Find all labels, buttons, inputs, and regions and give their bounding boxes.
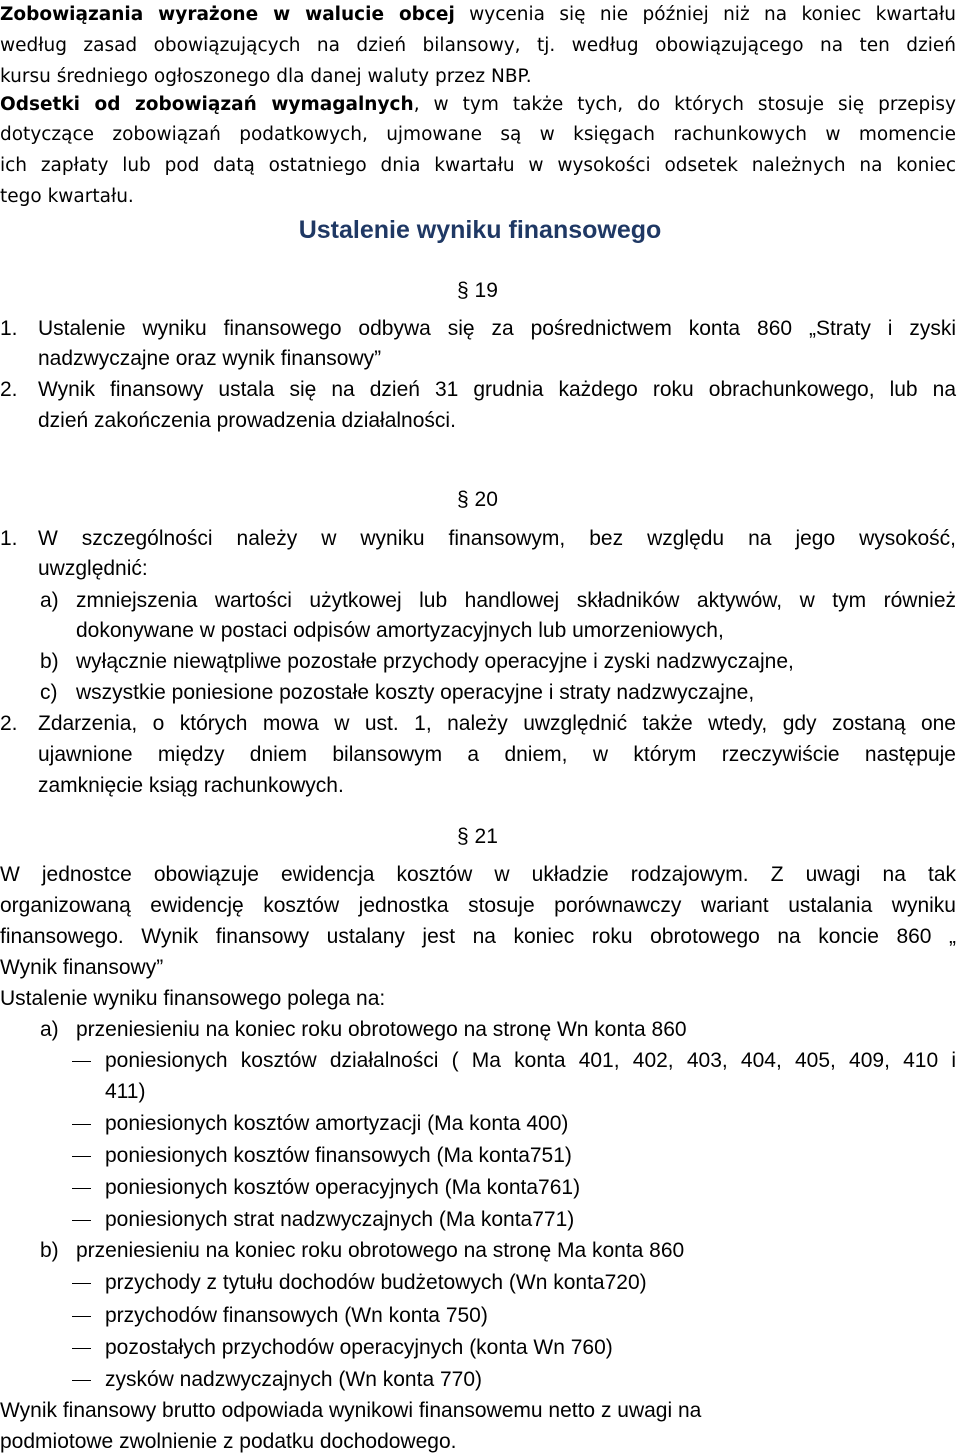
s20-sub-c-line-1: wszystkie poniesione pozostałe koszty operacyjne i straty nadzwyczajne, [76, 681, 755, 704]
footer-line-2: podmiotowe zwolnienie z podatku dochodowego. [0, 1430, 457, 1453]
dash-bullet-icon [72, 1380, 91, 1381]
fx-line-1 [0, 6, 956, 25]
s21-sub-b-text: przeniesieniu na koniec roku obrotowego na stronę Ma konta 860 [76, 1239, 685, 1262]
fx-line-3: kursu średniego ogłoszonego dla danej waluty przez NBP. [0, 66, 532, 87]
s21-sub-a-text: przeniesieniu na koniec roku obrotowego na stronę Wn konta 860 [76, 1018, 687, 1041]
dash-bullet-icon [72, 1316, 91, 1317]
dash-bullet-icon [72, 1061, 91, 1062]
interest-bold-lead: Odsetki od zobowiązań wymagalnych [0, 94, 414, 115]
s21-line-3: finansowego. Wynik finansowy ustalany jest na koniec roku obrotowego na koncie 860 „ [0, 925, 956, 948]
s21-line-4: Wynik finansowy” [0, 956, 164, 979]
s20-item-2-number: 2. [0, 712, 18, 735]
s19-item-1-line-1: Ustalenie wyniku finansowego odbywa się za pośrednictwem konta 860 „Straty i zyski [38, 317, 956, 340]
interest-line-1 [0, 96, 956, 115]
s20-item-1-line-2: uwzględnić: [38, 557, 148, 580]
s21-b-item: przychody z tytułu dochodów budżetowych (Wn konta720) [105, 1271, 647, 1294]
s20-item-2-line-2: ujawnione między dniem bilansowym a dniem, w którym rzeczywiście następuje [38, 743, 956, 766]
s20-sub-a-label: a) [40, 589, 59, 612]
s20-item-1-line-1: W szczególności należy w wyniku finansowym, bez względu na jego wysokość, [38, 527, 956, 550]
s21-a-item: poniesionych kosztów działalności ( Ma konta 401, 402, 403, 404, 405, 409, 410 i [105, 1049, 956, 1072]
s20-item-2-line-1: Zdarzenia, o których mowa w ust. 1, należy uwzględnić także wtedy, gdy zostaną one [38, 712, 956, 735]
s21-line-1: W jednostce obowiązuje ewidencja kosztów w układzie rodzajowym. Z uwagi na tak [0, 863, 956, 886]
section-21-label: § 21 [457, 825, 498, 848]
dash-bullet-icon [72, 1156, 91, 1157]
s21-a-item-continuation: 411) [105, 1080, 146, 1103]
dash-bullet-icon [72, 1188, 91, 1189]
dash-bullet-icon [72, 1283, 91, 1284]
dash-bullet-icon [72, 1124, 91, 1125]
interest-line-2: dotyczące zobowiązań podatkowych, ujmowane są w księgach rachunkowych w momencie [0, 124, 956, 145]
s19-item-2-line-2: dzień zakończenia prowadzenia działalności. [38, 409, 456, 432]
dash-bullet-icon [72, 1348, 91, 1349]
interest-line-3: ich zapłaty lub pod datą ostatniego dnia kwartału w wysokości odsetek należnych na koniec [0, 155, 956, 176]
section-19-label: § 19 [457, 279, 498, 302]
s20-sub-b-label: b) [40, 650, 59, 673]
s21-a-item: poniesionych kosztów operacyjnych (Ma konta761) [105, 1176, 581, 1199]
s21-a-item: poniesionych kosztów finansowych (Ma konta751) [105, 1144, 572, 1167]
s20-sub-a-line-1: zmniejszenia wartości użytkowej lub handlowej składników aktywów, w tym również [76, 589, 956, 612]
fx-line-2: według zasad obowiązujących na dzień bilansowy, tj. według obowiązującego na ten dzień [0, 35, 956, 56]
s20-item-2-line-3: zamknięcie ksiąg rachunkowych. [38, 774, 344, 797]
s21-a-item: poniesionych strat nadzwyczajnych (Ma konta771) [105, 1208, 575, 1231]
s21-sub-b-label: b) [40, 1239, 59, 1262]
s21-b-item: zysków nadzwyczajnych (Wn konta 770) [105, 1368, 482, 1391]
fx-line-1-rest: wycenia się nie później niż na koniec kwartału [454, 4, 957, 25]
fx-bold-lead: Zobowiązania wyrażone w walucie obcej [0, 4, 455, 25]
s21-sub-a-label: a) [40, 1018, 59, 1041]
s19-item-2-line-1: Wynik finansowy ustala się na dzień 31 grudnia każdego roku obrachunkowego, lub na [38, 378, 956, 401]
s21-a-item: poniesionych kosztów amortyzacji (Ma konta 400) [105, 1112, 569, 1135]
footer-line-1: Wynik finansowy brutto odpowiada wynikowi finansowemu netto z uwagi na [0, 1399, 702, 1422]
interest-line-1-rest: , w tym także tych, do których stosuje się przepisy [413, 94, 956, 115]
section-20-label: § 20 [457, 488, 498, 511]
s21-line-5: Ustalenie wyniku finansowego polega na: [0, 987, 386, 1010]
s21-b-item: przychodów finansowych (Wn konta 750) [105, 1304, 488, 1327]
s19-item-1-line-2: nadzwyczajne oraz wynik finansowy” [38, 347, 382, 370]
s20-sub-c-label: c) [40, 681, 58, 704]
s20-item-1-number: 1. [0, 527, 18, 550]
s19-item-2-number: 2. [0, 378, 18, 401]
s19-item-1-number: 1. [0, 317, 18, 340]
dash-bullet-icon [72, 1220, 91, 1221]
interest-line-4: tego kwartału. [0, 186, 134, 207]
s21-line-2: organizowaną ewidencję kosztów jednostka stosuje porównawczy wariant ustalania wyniku [0, 894, 956, 917]
s20-sub-a-line-2: dokonywane w postaci odpisów amortyzacyjnych lub umorzeniowych, [76, 619, 724, 642]
s21-b-item: pozostałych przychodów operacyjnych (konta Wn 760) [105, 1336, 613, 1359]
section-heading: Ustalenie wyniku finansowego [298, 216, 662, 244]
s20-sub-b-line-1: wyłącznie niewątpliwe pozostałe przychody operacyjne i zyski nadzwyczajne, [76, 650, 794, 673]
